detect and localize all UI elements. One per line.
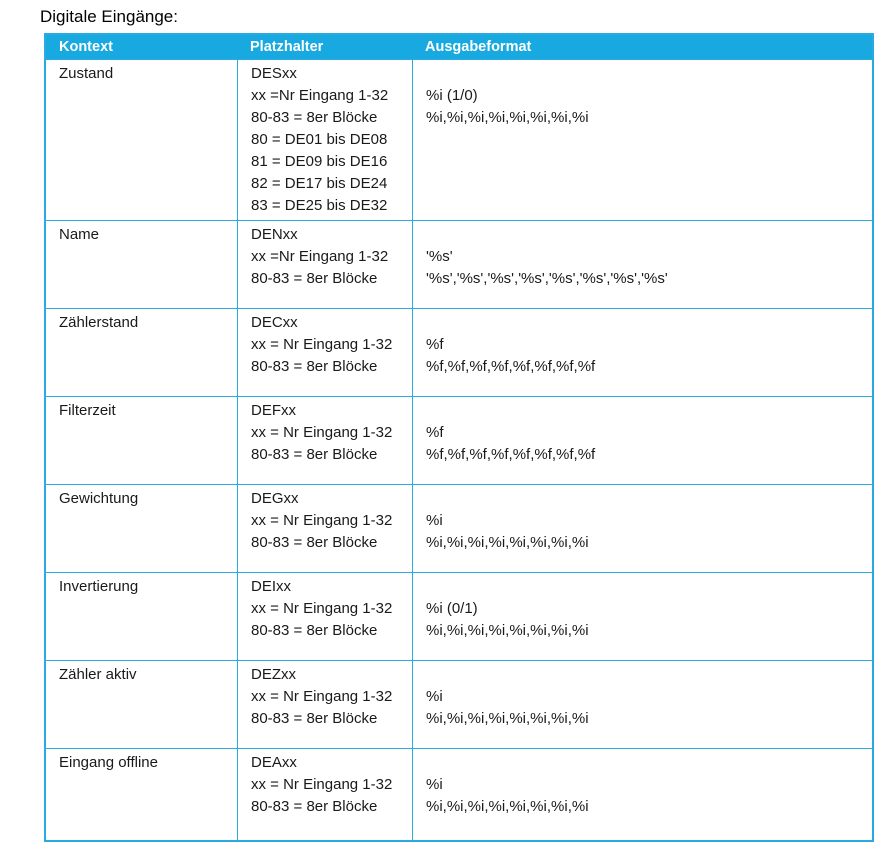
ausgabeformat-cell [412,573,872,660]
cell-line: %i,%i,%i,%i,%i,%i,%i,%i [426,109,589,126]
cell-line: DEIxx [251,578,292,595]
cell-line: %f,%f,%f,%f,%f,%f,%f,%f [426,358,596,375]
cell-line: %i (1/0) [426,87,478,104]
table-row [46,396,872,484]
cell-line: %i,%i,%i,%i,%i,%i,%i,%i [426,622,589,639]
platzhalter-cell [237,309,412,396]
cell-line: %i [426,688,443,705]
table-header-row [46,35,872,59]
kontext-cell [46,309,237,396]
cell-line: %i [426,776,443,793]
page-title: Digitale Eingänge: [40,7,178,26]
cell-line: xx = Nr Eingang 1-32 [251,336,393,353]
kontext-cell [46,221,237,308]
platzhalter-cell [237,221,412,308]
ausgabeformat-cell [412,60,872,220]
column-header-platzhalter: Platzhalter [250,39,324,55]
cell-line [426,63,868,85]
table-row [46,572,872,660]
cell-line: xx = Nr Eingang 1-32 [251,776,393,793]
cell-line: %f [426,424,444,441]
cell-line: Gewichtung [59,490,139,507]
cell-line: '%s' [426,248,453,265]
cell-line: 80-83 = 8er Blöcke [251,798,378,815]
kontext-cell [46,749,237,840]
cell-line: DENxx [251,226,298,243]
cell-line [426,752,868,774]
cell-line [426,400,868,422]
kontext-cell [46,485,237,572]
kontext-cell [46,60,237,220]
table-row [46,748,872,840]
cell-line: 83 = DE25 bis DE32 [251,197,388,214]
column-header-kontext: Kontext [59,39,113,55]
cell-line: DEZxx [251,666,296,683]
platzhalter-cell [237,573,412,660]
cell-line: %f,%f,%f,%f,%f,%f,%f,%f [426,446,596,463]
cell-line [426,664,868,686]
cell-line: Zähler aktiv [59,666,137,683]
column-header-ausgabeformat: Ausgabeformat [425,39,532,55]
table-row [46,484,872,572]
ausgabeformat-cell [412,397,872,484]
ausgabeformat-cell [412,661,872,748]
cell-line: xx = Nr Eingang 1-32 [251,424,393,441]
platzhalter-cell [237,397,412,484]
cell-line: 80-83 = 8er Blöcke [251,270,378,287]
cell-line: DECxx [251,314,298,331]
kontext-cell [46,661,237,748]
cell-line: 81 = DE09 bis DE16 [251,153,388,170]
ausgabeformat-cell [412,485,872,572]
cell-line [426,488,868,510]
digital-inputs-table [44,33,874,842]
cell-line: 80-83 = 8er Blöcke [251,109,378,126]
cell-line: 80-83 = 8er Blöcke [251,534,378,551]
cell-line: %i,%i,%i,%i,%i,%i,%i,%i [426,710,589,727]
ausgabeformat-cell [412,221,872,308]
cell-line: DEAxx [251,754,297,771]
platzhalter-cell [237,749,412,840]
cell-line [426,224,868,246]
cell-line: Eingang offline [59,754,158,771]
cell-line: 80 = DE01 bis DE08 [251,131,388,148]
cell-line: xx =Nr Eingang 1-32 [251,248,389,265]
table-row [46,308,872,396]
cell-line: Zustand [59,65,114,82]
table-row [46,220,872,308]
cell-line [426,576,868,598]
cell-line: xx = Nr Eingang 1-32 [251,600,393,617]
table-row [46,660,872,748]
platzhalter-cell [237,60,412,220]
cell-line: %i,%i,%i,%i,%i,%i,%i,%i [426,534,589,551]
kontext-cell [46,573,237,660]
cell-line: 80-83 = 8er Blöcke [251,710,378,727]
cell-line [426,312,868,334]
cell-line: %i,%i,%i,%i,%i,%i,%i,%i [426,798,589,815]
kontext-cell [46,397,237,484]
ausgabeformat-cell [412,309,872,396]
table-row [46,59,872,220]
cell-line: Invertierung [59,578,139,595]
cell-line: Filterzeit [59,402,116,419]
platzhalter-cell [237,661,412,748]
cell-line: 82 = DE17 bis DE24 [251,175,388,192]
cell-line: Name [59,226,100,243]
table-body [46,59,872,840]
cell-line: DEGxx [251,490,299,507]
cell-line: '%s','%s','%s','%s','%s','%s','%s','%s' [426,270,668,287]
cell-line: 80-83 = 8er Blöcke [251,358,378,375]
cell-line: %i (0/1) [426,600,478,617]
cell-line: DEFxx [251,402,296,419]
cell-line: DESxx [251,65,297,82]
platzhalter-cell [237,485,412,572]
cell-line: 80-83 = 8er Blöcke [251,622,378,639]
cell-line: Zählerstand [59,314,139,331]
cell-line: xx = Nr Eingang 1-32 [251,512,393,529]
cell-line: xx = Nr Eingang 1-32 [251,688,393,705]
ausgabeformat-cell [412,749,872,840]
cell-line: %f [426,336,444,353]
cell-line: %i [426,512,443,529]
cell-line: 80-83 = 8er Blöcke [251,446,378,463]
cell-line: xx =Nr Eingang 1-32 [251,87,389,104]
